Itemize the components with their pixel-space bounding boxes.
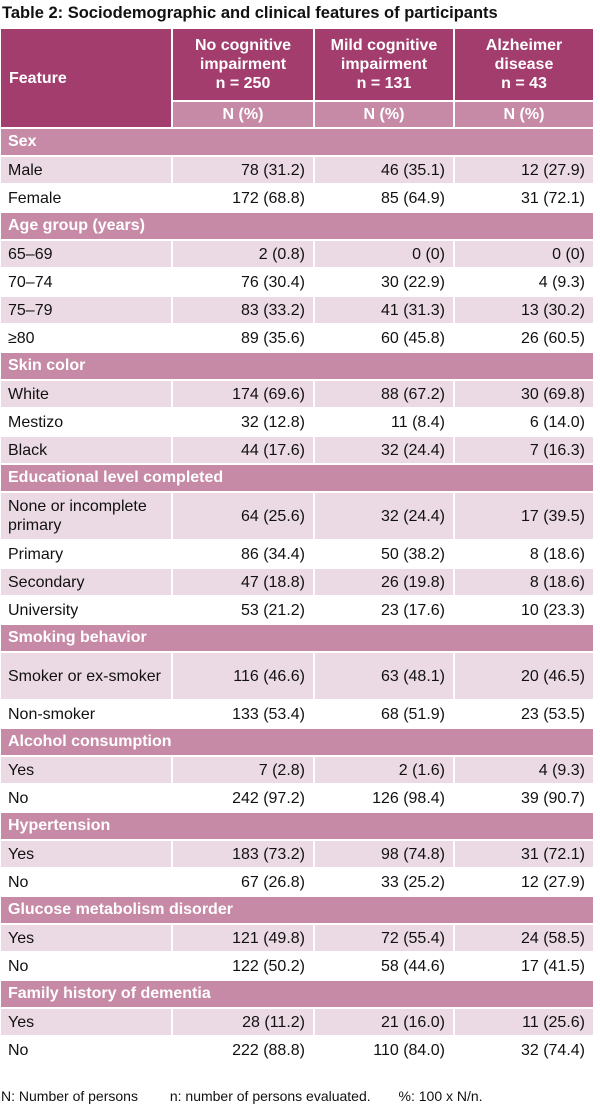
value-cell: 20 (46.5)	[455, 651, 593, 699]
value-cell: 46 (35.1)	[315, 155, 455, 183]
value-cell: 7 (16.3)	[455, 435, 593, 463]
value-cell: 2 (1.6)	[315, 755, 455, 783]
section-title: Educational level completed	[1, 463, 593, 491]
row-label: Non-smoker	[1, 699, 173, 727]
value-cell: 172 (68.8)	[173, 183, 315, 211]
value-cell: 32 (24.4)	[315, 435, 455, 463]
section-title: Hypertension	[1, 811, 593, 839]
table-title: Table 2: Sociodemographic and clinical features of participants	[2, 4, 498, 22]
group-header-line: Alzheimer	[485, 37, 563, 54]
value-cell: 72 (55.4)	[315, 923, 455, 951]
section-header-row	[1, 623, 593, 651]
row-label: ≥80	[1, 323, 173, 351]
group-header-line: n = 131	[356, 75, 412, 92]
row-label: No	[1, 1035, 173, 1063]
value-cell: 85 (64.9)	[315, 183, 455, 211]
table-row	[1, 567, 593, 595]
value-cell: 88 (67.2)	[315, 379, 455, 407]
row-label: Yes	[1, 839, 173, 867]
value-cell: 4 (9.3)	[455, 755, 593, 783]
value-cell: 60 (45.8)	[315, 323, 455, 351]
value-cell: 110 (84.0)	[315, 1035, 455, 1063]
value-cell: 89 (35.6)	[173, 323, 315, 351]
table-row	[1, 867, 593, 895]
value-cell: 10 (23.3)	[455, 595, 593, 623]
row-label: Male	[1, 155, 173, 183]
footnote: n: number of persons evaluated.	[169, 1088, 371, 1104]
value-cell: 23 (17.6)	[315, 595, 455, 623]
value-cell: 83 (33.2)	[173, 295, 315, 323]
participants-table	[1, 29, 593, 1063]
group-header-line: impairment	[340, 56, 428, 73]
value-cell: 6 (14.0)	[455, 407, 593, 435]
section-title: Skin color	[1, 351, 593, 379]
value-cell: 64 (25.6)	[173, 491, 315, 539]
value-cell: 32 (74.4)	[455, 1035, 593, 1063]
section-title: Age group (years)	[1, 211, 593, 239]
table-header	[1, 29, 593, 127]
value-cell: 242 (97.2)	[173, 783, 315, 811]
value-cell: 78 (31.2)	[173, 155, 315, 183]
value-cell: 122 (50.2)	[173, 951, 315, 979]
table-row	[1, 295, 593, 323]
table-row	[1, 595, 593, 623]
table-row	[1, 267, 593, 295]
row-label: Primary	[1, 539, 173, 567]
value-cell: 116 (46.6)	[173, 651, 315, 699]
table-row	[1, 183, 593, 211]
section-title: Smoking behavior	[1, 623, 593, 651]
table-row	[1, 491, 593, 539]
section-header-row	[1, 811, 593, 839]
row-label: Smoker or ex-smoker	[1, 651, 173, 699]
footnote: %: 100 x N/n.	[398, 1088, 483, 1104]
section-header-row	[1, 463, 593, 491]
row-label: Yes	[1, 755, 173, 783]
table-row	[1, 239, 593, 267]
value-cell: 26 (60.5)	[455, 323, 593, 351]
section-header-row	[1, 211, 593, 239]
value-cell: 0 (0)	[315, 239, 455, 267]
row-label: Yes	[1, 1007, 173, 1035]
row-label: University	[1, 595, 173, 623]
row-label: No	[1, 867, 173, 895]
table-row	[1, 839, 593, 867]
table-body	[1, 127, 593, 1063]
value-cell: 2 (0.8)	[173, 239, 315, 267]
value-cell: 63 (48.1)	[315, 651, 455, 699]
value-cell: 39 (90.7)	[455, 783, 593, 811]
value-cell: 11 (8.4)	[315, 407, 455, 435]
row-label: White	[1, 379, 173, 407]
value-cell: 30 (22.9)	[315, 267, 455, 295]
group-header-line: n = 43	[501, 75, 547, 92]
value-cell: 17 (39.5)	[455, 491, 593, 539]
value-cell: 98 (74.8)	[315, 839, 455, 867]
section-header-row	[1, 127, 593, 155]
table-row	[1, 323, 593, 351]
feature-column-header: Feature	[1, 29, 173, 127]
value-cell: 17 (41.5)	[455, 951, 593, 979]
value-cell: 13 (30.2)	[455, 295, 593, 323]
table-row	[1, 783, 593, 811]
group-header-line: impairment	[199, 56, 287, 73]
section-title: Alcohol consumption	[1, 727, 593, 755]
value-cell: 4 (9.3)	[455, 267, 593, 295]
table-row	[1, 155, 593, 183]
table-row	[1, 1035, 593, 1063]
value-cell: 12 (27.9)	[455, 155, 593, 183]
value-cell: 12 (27.9)	[455, 867, 593, 895]
table-row	[1, 1007, 593, 1035]
table-row	[1, 951, 593, 979]
group-header-line: No cognitive	[194, 37, 291, 54]
row-label: 75–79	[1, 295, 173, 323]
value-cell: 50 (38.2)	[315, 539, 455, 567]
value-cell: 23 (53.5)	[455, 699, 593, 727]
value-cell: 32 (24.4)	[315, 491, 455, 539]
value-cell: 47 (18.8)	[173, 567, 315, 595]
row-label: Yes	[1, 923, 173, 951]
group-header-alzheimer-disease	[455, 29, 593, 100]
header-row	[1, 29, 593, 100]
group-header-line: Mild cognitive	[330, 37, 438, 54]
table-row	[1, 755, 593, 783]
value-cell: 8 (18.6)	[455, 567, 593, 595]
group-header-mild-cognitive-impairment	[315, 29, 455, 100]
row-label: Secondary	[1, 567, 173, 595]
row-label: No	[1, 783, 173, 811]
group-header-line: n = 250	[215, 75, 271, 92]
value-cell: 126 (98.4)	[315, 783, 455, 811]
value-cell: 133 (53.4)	[173, 699, 315, 727]
row-label: 65–69	[1, 239, 173, 267]
value-cell: 26 (19.8)	[315, 567, 455, 595]
value-cell: 30 (69.8)	[455, 379, 593, 407]
value-cell: 21 (16.0)	[315, 1007, 455, 1035]
unit-header: N (%)	[455, 100, 593, 127]
row-label: Black	[1, 435, 173, 463]
section-header-row	[1, 895, 593, 923]
value-cell: 11 (25.6)	[455, 1007, 593, 1035]
value-cell: 33 (25.2)	[315, 867, 455, 895]
value-cell: 67 (26.8)	[173, 867, 315, 895]
value-cell: 24 (58.5)	[455, 923, 593, 951]
value-cell: 76 (30.4)	[173, 267, 315, 295]
value-cell: 58 (44.6)	[315, 951, 455, 979]
row-label: None or incomplete primary	[1, 491, 173, 539]
group-header-no-cognitive-impairment	[173, 29, 315, 100]
table-row	[1, 699, 593, 727]
row-label: Mestizo	[1, 407, 173, 435]
value-cell: 41 (31.3)	[315, 295, 455, 323]
table-row	[1, 539, 593, 567]
value-cell: 121 (49.8)	[173, 923, 315, 951]
value-cell: 174 (69.6)	[173, 379, 315, 407]
value-cell: 53 (21.2)	[173, 595, 315, 623]
table-row	[1, 435, 593, 463]
section-header-row	[1, 727, 593, 755]
value-cell: 28 (11.2)	[173, 1007, 315, 1035]
value-cell: 31 (72.1)	[455, 839, 593, 867]
section-title: Sex	[1, 127, 593, 155]
section-title: Glucose metabolism disorder	[1, 895, 593, 923]
value-cell: 8 (18.6)	[455, 539, 593, 567]
table-row	[1, 651, 593, 699]
section-header-row	[1, 979, 593, 1007]
row-label: 70–74	[1, 267, 173, 295]
row-label: Female	[1, 183, 173, 211]
value-cell: 68 (51.9)	[315, 699, 455, 727]
value-cell: 222 (88.8)	[173, 1035, 315, 1063]
group-header-line: disease	[494, 56, 554, 73]
value-cell: 44 (17.6)	[173, 435, 315, 463]
value-cell: 32 (12.8)	[173, 407, 315, 435]
value-cell: 31 (72.1)	[455, 183, 593, 211]
table-row	[1, 923, 593, 951]
value-cell: 0 (0)	[455, 239, 593, 267]
unit-header: N (%)	[315, 100, 455, 127]
table-row	[1, 379, 593, 407]
section-title: Family history of dementia	[1, 979, 593, 1007]
row-label: No	[1, 951, 173, 979]
value-cell: 86 (34.4)	[173, 539, 315, 567]
unit-header: N (%)	[173, 100, 315, 127]
section-header-row	[1, 351, 593, 379]
value-cell: 7 (2.8)	[173, 755, 315, 783]
value-cell: 183 (73.2)	[173, 839, 315, 867]
table-footnotes	[1, 1088, 483, 1104]
table-row	[1, 407, 593, 435]
footnote: N: Number of persons	[1, 1088, 138, 1104]
